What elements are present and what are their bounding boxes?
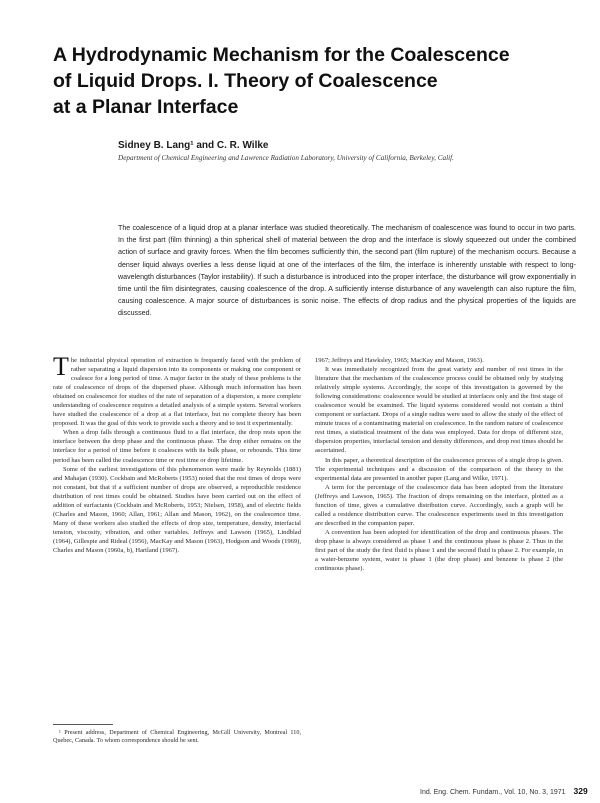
right-column <box>315 356 563 778</box>
paragraph: Some of the earliest investigations of this phenomenon were made by Reynolds (1881) and Mahajan (1930). Cockbain and McRoberts (1953) noted that the rest times of drops were not constant, but that if a sufficient number of drops are observed, a reproducible residence distribution of rest times could be obtained. Studies have been carried out on the effect of addition of surfactants (Cockbain and McRoberts, 1953; Nielsen, 1958), and of electric fields (Charles and Mason, 1960; Allan, 1961; Allan and Mason, 1962), on the coalescence time. Many of these workers also studied the effects of drop size, temperature, density, interfacial tension, viscosity, vibration, and other variables. Jeffreys and Lawson (1965), Lindblad (1964), Gillespie and Rideal (1956), MacKay and Mason (1963), Hodgson and Woods (1969), Charles and Mason (1960a, b), Hartland (1967). <box>53 465 301 554</box>
footnote-divider <box>53 724 113 725</box>
paragraph: In this paper, a theoretical description of the coalescence process of a single drop is given. The experimental techniques and a discussion of the comparison of the theory to the experimental data are presented in another paper (Lang and Wilke, 1971). <box>315 456 563 482</box>
affiliation: Department of Chemical Engineering and Lawrence Radiation Laboratory, University of California, Berkeley, Calif. <box>118 154 454 162</box>
paragraph-text: he industrial physical operation of extraction is frequently faced with the problem of rather separating a liquid dispersion into its components or making one component or coalesce for a long period of time. A major factor in the study of these problems is the rate of coalescence of drops of the dispersed phase. Although much information has been obtained on coalescence for studies of the rate of separation of a dispersion, a more complete understanding of coalescence requires a detailed analysis of a simple system. Several workers have studied the coalescence of a drop at a flat interface, but no complete theory has been proposed. It was the goal of this work to provide such a theory and to test it experimentally. <box>53 357 301 428</box>
title-line-1: A Hydrodynamic Mechanism for the Coalescence <box>53 44 510 66</box>
paragraph: A convention has been adopted for identification of the drop and continuous phases. The drop phase is always considered as phase 1 and the continuous phase is phase 2. Thus in the first part of the study the first fluid is phase 1 and the second fluid is phase 2. For example, in a water-benzene system, water is phase 1 (the drop phase) and benzene is phase 2 (the continuous phase). <box>315 528 563 573</box>
page-number: 329 <box>573 786 588 796</box>
left-column <box>53 356 301 763</box>
paragraph <box>53 356 301 428</box>
drop-cap: T <box>53 356 69 381</box>
paragraph: It was immediately recognized from the great variety and number of rest times in the literature that the mechanism of the coalescence process could be obtained only by studying relatively simple systems. Accordingly, the scope of this investigation is governed by the following considerations: coalescence would be studied at interfaces only and the first stage of coalescence would be examined. The liquid systems considered would not contain a third component or surfactant. Drops of a single radius were used to allow the study of the effect of minute traces of a contaminating material on coalescence. In the random nature of coalescence rest times, a statistical treatment of the data was employed. Data for drops of different size, dispersion properties, interfacial tension and density differences, and drop rest times should be ascertained. <box>315 366 563 455</box>
page-footer <box>420 786 588 796</box>
title-line-3: at a Planar Interface <box>53 96 239 118</box>
abstract: The coalescence of a liquid drop at a planar interface was studied theoretically. The mechanism of coalescence was found to occur in two parts. In the first part (film thinning) a thin spherical shell of material between the drop and the interface is slowly squeezed out under the combined action of surface and gravity forces. When the film becomes sufficiently thin, the second part (film rupture) of the mechanism occurs. Because a denser liquid always overlies a less dense liquid at one of the interfaces of the film, the interface is inherently unstable with respect to long-wavelength disturbances (Taylor instability). If such a disturbance is introduced into the proper interface, the disturbance will grow exponentially in time until the film disintegrates, causing coalescence of the drop. A sufficiently intense disturbance of any wavelength can also rupture the film, causing coalescence. A major source of disturbances is sonic noise. The effects of drop radius and the physical properties of the liquids are discussed. <box>118 224 576 318</box>
journal-citation: Ind. Eng. Chem. Fundam., Vol. 10, No. 3, 1971 <box>420 789 566 796</box>
right-column-body <box>315 356 563 778</box>
authors: Sidney B. Lang¹ and C. R. Wilke <box>118 140 269 151</box>
paragraph: A term for the percentage of the coalescence data has been adopted from the literature (Jeffreys and Lawson, 1965). The fraction of drops remaining on the interface, plotted as a function of time, gives a cumulative distribution curve. Accordingly, such a graph will be called a residence distribution curve. The coalescence experiments used in this investigation are described in the companion paper. <box>315 483 563 527</box>
paper-title <box>53 42 573 120</box>
paragraph: 1967; Jeffreys and Hawksley, 1965; MacKay and Mason, 1963). <box>315 357 484 364</box>
footnote: ¹ Present address, Department of Chemical Engineering, McGill University, Montreal 110, Quebec, Canada. To whom correspondence should be sent. <box>53 729 301 745</box>
paragraph: When a drop falls through a continuous fluid to a flat interface, the drop rests upon the interface between the drop phase and the continuous phase. The drop either remains on the interface for a period of time before it coalesces with its bulk phase, or rebounds. This time period has been called the coalescence time or rest time or drop lifetime. <box>53 429 301 464</box>
title-line-2: of Liquid Drops. I. Theory of Coalescence <box>53 70 438 92</box>
left-column-body <box>53 356 301 718</box>
